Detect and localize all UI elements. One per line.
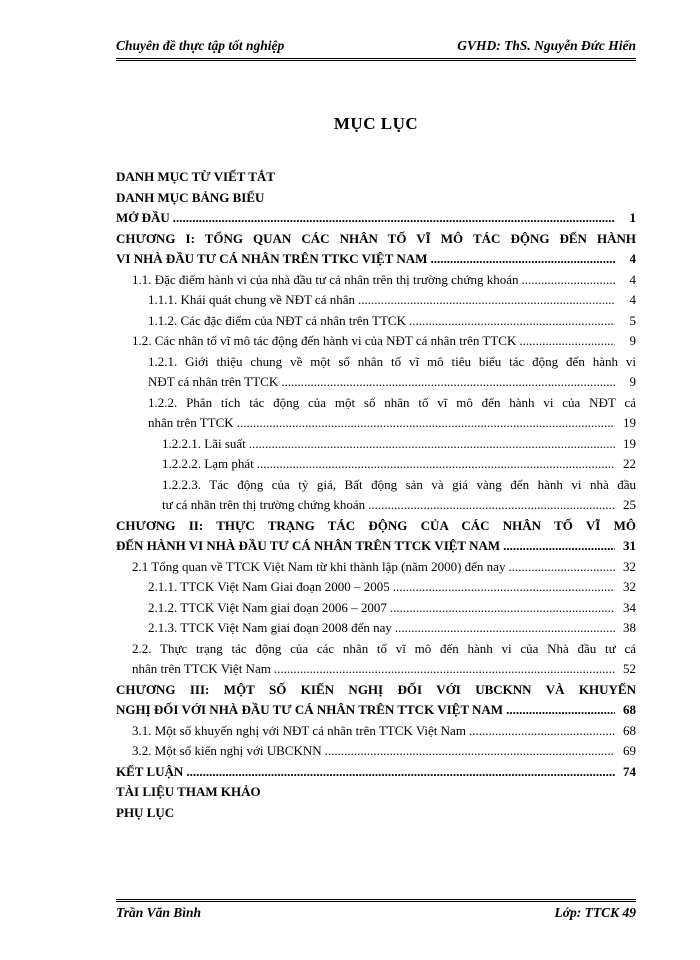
toc-chapter-2[interactable]: CHƯƠNG II: THỰC TRẠNG TÁC ĐỘNG CỦA CÁC NHÂN TỐ VĨ MÔ ĐẾN HÀNH VI NHÀ ĐẦU TƯ CÁ NHÂN TRÊN TTCK VIỆT NAM ..... 31	[116, 516, 636, 557]
toc-references[interactable]: TÀI LIỆU THAM KHẢO	[116, 784, 261, 799]
toc-tables[interactable]: DANH MỤC BẢNG BIỂU	[116, 189, 265, 205]
toc-section-3-1[interactable]: 3.1. Một số khuyến nghị với NĐT cá nhân trên TTCK Việt Nam ..... 68	[116, 721, 636, 742]
toc-section-2-1-1[interactable]: 2.1.1. TTCK Việt Nam Giai đoạn 2000 – 2005 ..... 32	[116, 577, 636, 598]
toc-intro[interactable]: MỞ ĐẦU ..... 1	[116, 208, 636, 229]
page-footer	[116, 899, 636, 921]
page-header	[116, 38, 636, 61]
toc-section-1-2-2-3[interactable]: 1.2.2.3. Tác động của tỷ giá, Bất động sản và giá vàng đến hành vi nhà đầu tư cá nhân trên thị trường chứng khoán ..... 25	[116, 475, 636, 516]
page-title: MỤC LỤC	[333, 114, 419, 133]
toc-section-2-2[interactable]: 2.2. Thực trạng tác động của các nhân tố vĩ mô đến hành vi của Nhà đầu tư cá nhân trên TTCK Việt Nam ..... 52	[116, 639, 636, 680]
toc-section-1-1-2[interactable]: 1.1.2. Các đặc điểm của NĐT cá nhân trên TTCK ..... 5	[116, 311, 636, 332]
toc-conclusion[interactable]: KẾT LUẬN ..... 74	[116, 762, 636, 783]
toc-chapter-3[interactable]: CHƯƠNG III: MỘT SỐ KIẾN NGHỊ ĐỐI VỚI UBCKNN VÀ KHUYẾN NGHỊ ĐỐI VỚI NHÀ ĐẦU TƯ CÁ NHÂN TRÊN TTCK VIỆT NAM ..... 68	[116, 680, 636, 721]
footer-class: Lớp: TTCK 49	[554, 905, 636, 920]
header-right: GVHD: ThS. Nguyễn Đức Hiển	[457, 38, 636, 53]
toc-section-1-2-1[interactable]: 1.2.1. Giới thiệu chung về một số nhân tố vĩ mô tiêu biểu tác động đến hành vi NĐT cá nhân trên TTCK ..... 9	[116, 352, 636, 393]
table-of-contents	[116, 167, 636, 823]
toc-section-2-1-2[interactable]: 2.1.2. TTCK Việt Nam giai đoạn 2006 – 2007 ..... 34	[116, 598, 636, 619]
toc-section-2-1[interactable]: 2.1 Tổng quan về TTCK Việt Nam từ khi thành lập (năm 2000) đến nay ..... 32	[116, 557, 636, 578]
toc-section-2-1-3[interactable]: 2.1.3. TTCK Việt Nam giai đoạn 2008 đến nay ..... 38	[116, 618, 636, 639]
toc-appendix[interactable]: PHỤ LỤC	[116, 804, 175, 820]
toc-abbreviations[interactable]: DANH MỤC TỪ VIẾT TẮT	[116, 169, 275, 184]
toc-chapter-1[interactable]: CHƯƠNG I: TỔNG QUAN CÁC NHÂN TỐ VĨ MÔ TÁC ĐỘNG ĐẾN HÀNH VI NHÀ ĐẦU TƯ CÁ NHÂN TRÊN TTKC VIỆT NAM ..... 4	[116, 229, 636, 270]
toc-section-1-2[interactable]: 1.2. Các nhân tố vĩ mô tác động đến hành vi của NĐT cá nhân trên TTCK ..... 9	[116, 331, 636, 352]
toc-section-3-2[interactable]: 3.2. Một số kiến nghị với UBCKNN ..... 69	[116, 741, 636, 762]
toc-section-1-2-2[interactable]: 1.2.2. Phân tích tác động của một số nhân tố vĩ mô đến hành vi của NĐT cá nhân trên TTCK ..... 19	[116, 393, 636, 434]
header-left: Chuyên đề thực tập tốt nghiệp	[116, 38, 285, 53]
toc-section-1-2-2-1[interactable]: 1.2.2.1. Lãi suất ..... 19	[116, 434, 636, 455]
toc-section-1-2-2-2[interactable]: 1.2.2.2. Lạm phát ..... 22	[116, 454, 636, 475]
toc-section-1-1-1[interactable]: 1.1.1. Khái quát chung về NĐT cá nhân ..... 4	[116, 290, 636, 311]
footer-author: Trần Văn Bình	[116, 905, 202, 920]
toc-section-1-1[interactable]: 1.1. Đặc điểm hành vi của nhà đầu tư cá nhân trên thị trường chứng khoán ..... 4	[116, 270, 636, 291]
